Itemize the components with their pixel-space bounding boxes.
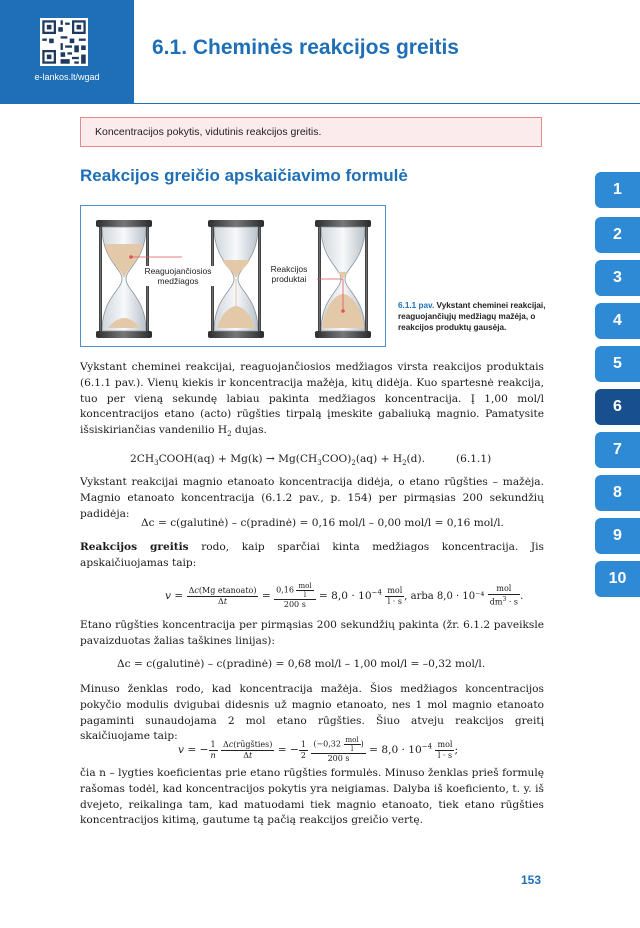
tab-chapter-3[interactable]: 3: [595, 260, 640, 296]
equation-rate-2: v = − $\frac{1}{n}$ $\frac{\text{Δc(rūgšties)}}{\Delta t}$ = − $\frac{1}{2}$ (−0,32 $\frac{\text{mol}}{l}$ ) 200 s = $8,0 \cdot 10^{-4}$ $\frac{\text{mol}}{l \cdot s}$ ;: [178, 736, 459, 763]
tab-chapter-1[interactable]: 1: [595, 172, 640, 208]
tab-chapter-8[interactable]: 8: [595, 475, 640, 511]
paragraph-1: Vykstant cheminei reakcijai, reaguojančiosios medžiagos virsta reakcijos produktais (6.1.1 pav.). Vienų kiekis ir koncentracija mažėja, kitų didėja. Kuo spartesnė reakcija, tuo per vieną sekundę labiau pakinta medžiagos koncentracija. Į 1,00 mol/l koncentracijos etano (acto) rūgšties tirpalą įmeskite gabaliuką magnio. Pamatysite išsiskiriančias vandenilio $H_2$ dujas.: [80, 361, 544, 439]
tab-chapter-10[interactable]: 10: [595, 561, 640, 597]
page-number: 153: [521, 873, 542, 887]
header-divider: [134, 103, 640, 104]
keywords-box: [80, 117, 542, 147]
figure-caption: [398, 300, 548, 333]
hourglass-illustration: [81, 206, 385, 346]
qr-block: [0, 0, 134, 104]
tab-chapter-6[interactable]: 6: [595, 389, 640, 425]
figure-caption-text: Vykstant cheminei reakcijai, reaguojančiųjų medžiagų mažėja, o reakcijos produktų gausėja.: [398, 301, 546, 332]
chapter-title: 6.1. Cheminės reakcijos greitis: [152, 36, 459, 59]
paragraph-3: Reakcijos greitis rodo, kaip sparčiai kinta medžiagos koncentracija. Jis apskaičiuojamas taip:: [80, 541, 544, 569]
paragraph-2: Vykstant reakcijai magnio etanoato koncentracija didėja, o etano rūgšties – mažėja. Magnio etanoato koncentracija (6.1.2 pav., p. 154) per pirmąsias 200 sekundžių padidėja:: [80, 476, 544, 520]
hourglass-figure: [80, 205, 386, 347]
tab-chapter-4[interactable]: 4: [595, 303, 640, 339]
tab-chapter-9[interactable]: 9: [595, 518, 640, 554]
paragraph-4: Etano rūgšties koncentracija per pirmąsias 200 sekundžių pakinta (žr. 6.1.2 paveiksle pavaizduotas žalias taškines linijas):: [80, 619, 544, 647]
paragraph-6: čia n – lygties koeficientas prie etano rūgšties formulės. Minuso ženklas prieš formulę rašomas todėl, kad koncentracijos pokytis yra neigiamas. Dalyba iš koeficiento, t. y. iš dvejeto, reikalinga tam, kad matuodami tiek magnio etanoato, tiek etano rūgšties koncentracijos kitimą, gautume tą pačią reakcijos greičio vertę.: [80, 767, 544, 827]
equation-6-1-1: $2CH_3COOH(aq) + Mg(k) \to Mg(CH_3COO)_2(aq) + H_2(d)$.: [130, 453, 425, 468]
qr-caption[interactable]: e-lankos.lt/wgad: [34, 72, 100, 82]
equation-number: (6.1.1): [456, 453, 492, 465]
tab-chapter-5[interactable]: 5: [595, 346, 640, 382]
label-products: Reakcijos produktai: [261, 264, 317, 284]
figure-caption-number: 6.1.1 pav.: [398, 301, 435, 310]
keywords-text: Koncentracijos pokytis, vidutinis reakcijos greitis.: [95, 126, 322, 138]
tab-chapter-2[interactable]: 2: [595, 217, 640, 253]
label-reactants: Reaguojančiosios medžiagos: [139, 266, 217, 286]
tab-chapter-7[interactable]: 7: [595, 432, 640, 468]
equation-delta-c-2: Δc = c(galutinė) – c(pradinė) = 0,68 mol/l – 1,00 mol/l = –0,32 mol/l.: [117, 658, 486, 670]
paragraph-5: Minuso ženklas rodo, kad koncentracija mažėja. Šios medžiagos koncentracijos pokyčio modulis dvigubai didesnis už magnio etanoato, nes 1 mol magnio etanoato pagaminti sunaudojama 2 mol etano rūgšties. Šiuo atveju reakcijos greitį skaičiuojame taip:: [80, 683, 544, 743]
equation-rate-1: v = $\frac{\text{Δc(Mg etanoato)}}{\Delta t}$ = 0,16 $\frac{\text{mol}}{l}$ 200 s = $8,0 \cdot 10^{-4}$ $\frac{\text{mol}}{l \cdot s}$ , arba 8,0 · 10⁻⁴ $\frac{\text{mol}}{dm^3 \cdot s}$ .: [165, 582, 524, 609]
equation-delta-c-1: Δc = c(galutinė) – c(pradinė) = 0,16 mol/l – 0,00 mol/l = 0,16 mol/l.: [141, 517, 504, 529]
section-title: Reakcijos greičio apskaičiavimo formulė: [80, 166, 408, 185]
qr-code-icon[interactable]: [40, 18, 88, 66]
